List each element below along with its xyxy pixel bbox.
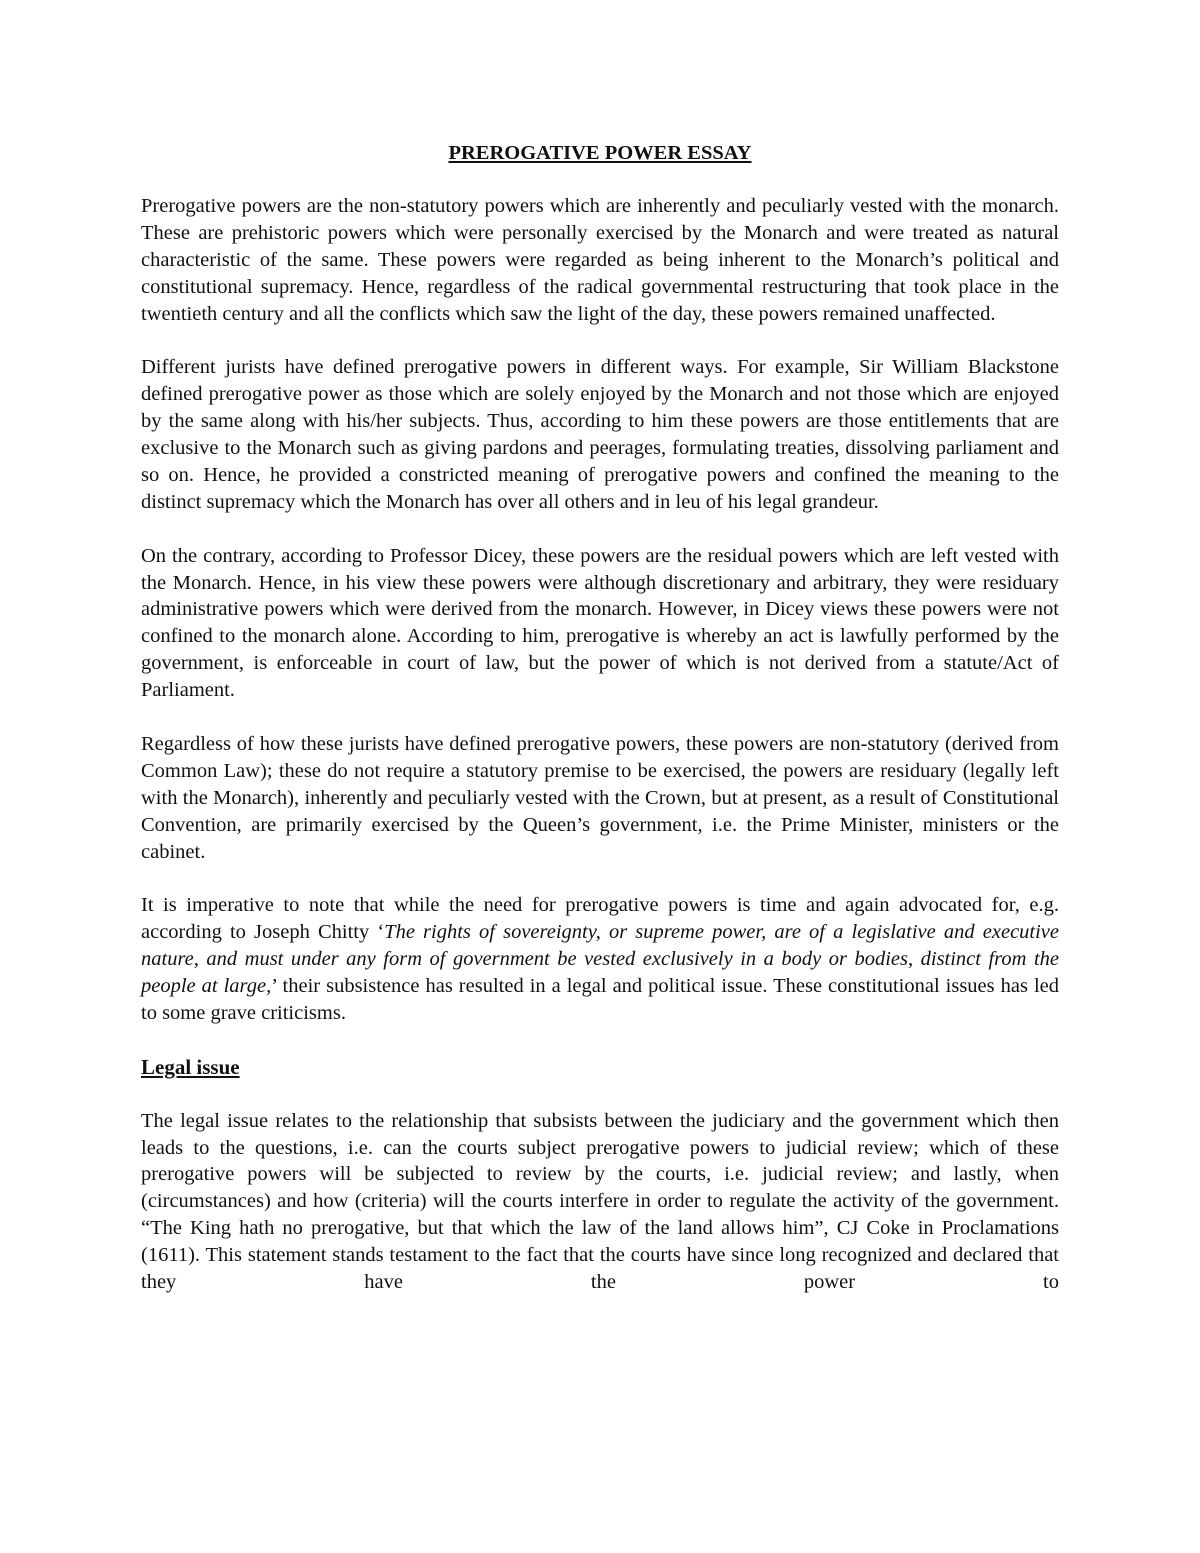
paragraph-summary: Regardless of how these jurists have defined prerogative powers, these powers are non-statutory (derived from Common Law); these do not require a statutory premise to be exercised, the powers are residuary (legally left with the Monarch), inherently and peculiarly vested with the Crown, but at present, as a result of Constitutional Convention, are primarily exercised by the Queen’s government, i.e. the Prime Minister, ministers or the cabinet.: [141, 732, 1059, 863]
section-heading-legal-issue: Legal issue: [141, 1054, 240, 1079]
chitty-quote: The rights of sovereignty, or supreme power, are of a legislative and executive nature, and must under any form of government be vested exclusively in a body or bodies, distinct from the people at large,: [141, 921, 1060, 998]
paragraph-definition: Prerogative powers are the non-statutory powers which are inherently and peculiarly vested with the monarch. These are prehistoric powers which were personally exercised by the Monarch and were treated as natural characteristic of the same. These powers were regarded as being inherent to the Monarch’s political and constitutional supremacy. Hence, regardless of the radical governmental restructuring that took place in the twentieth century and all the conflicts which saw the light of the day, these powers remained unaffected.: [141, 194, 1059, 325]
paragraph-legal-issue: The legal issue relates to the relationship that subsists between the judiciary and the government which then leads to the questions, i.e. can the courts subject prerogative powers to judicial review; which of these prerogative powers will be subjected to review by the courts, i.e. judicial review; and lastly, when (circumstances) and how (criteria) will the courts interfere in order to regulate the activity of the government. “The King hath no prerogative, but that which the law of the land allows him”, CJ Coke in Proclamations (1611). This statement stands testament to the fact that the courts have since long recognized and declared that they have the power to: [141, 1109, 1059, 1294]
paragraph-blackstone: Different jurists have defined prerogative powers in different ways. For example, Sir William Blackstone defined prerogative power as those which are solely enjoyed by the Monarch and not those which are enjoyed by the same along with his/her subjects. Thus, according to him these powers are those entitlements that are exclusive to the Monarch such as giving pardons and peerages, formulating treaties, dissolving parliament and so on. Hence, he provided a constricted meaning of prerogative powers and confined the meaning to the distinct supremacy which the Monarch has over all others and in leu of his legal grandeur.: [141, 356, 1059, 513]
paragraph-chitty: [141, 892, 1059, 1027]
chitty-text-before: It is imperative to note that while the need for prerogative powers is time and again advocated for, e.g. according to Joseph Chitty ‘: [141, 894, 1059, 944]
paragraph-dicey: On the contrary, according to Professor Dicey, these powers are the residual powers which are left vested with the Monarch. Hence, in his view these powers were although discretionary and arbitrary, they were residuary administrative powers which were derived from the monarch. However, in Dicey views these powers were not confined to the monarch alone. According to him, prerogative is whereby an act is lawfully performed by the government, is enforceable in court of law, but the power of which is not derived from a statute/Act of Parliament.: [141, 544, 1059, 702]
document-title: PREROGATIVE POWER ESSAY: [448, 142, 752, 164]
chitty-text-after: ’ their subsistence has resulted in a legal and political issue. These constitutional issues has led to some grave criticisms.: [141, 975, 1059, 1025]
document-page: [141, 140, 1059, 1323]
